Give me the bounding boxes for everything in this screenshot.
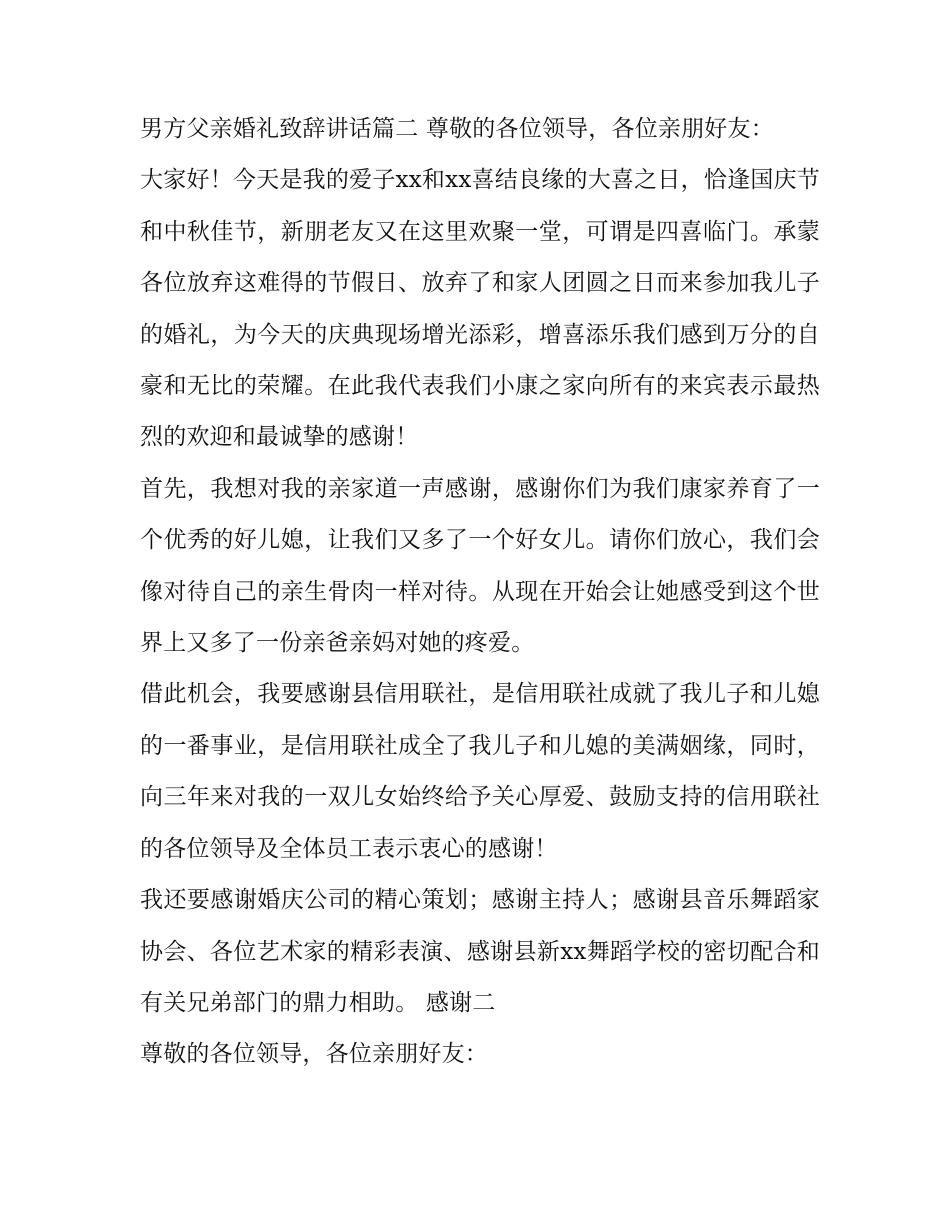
paragraph-second-greeting: 尊敬的各位领导，各位亲朋好友： xyxy=(140,1041,488,1068)
document-body xyxy=(140,104,820,1081)
paragraph-thanks-credit-union: 借此机会，我要感谢县信用联社，是信用联社成就了我儿子和儿媳的一番事业，是信用联社成全了我儿子和儿媳的美满姻缘，同时，向三年来对我的一双儿女始终给予关心厚爱、鼓励支持的信用联社的各位领导及全体员工表示衷心的感谢！ xyxy=(140,681,820,862)
paragraph-title-greeting: 男方父亲婚礼致辞讲话篇二 尊敬的各位领导，各位亲朋好友： xyxy=(140,116,774,142)
paragraph-welcome: 大家好！今天是我的爱子xx和xx喜结良缘的大喜之日，恰逢国庆节和中秋佳节，新朋老友又在这里欢聚一堂，可谓是四喜临门。承蒙各位放弃这难得的节假日、放弃了和家人团圆之日而来参加我儿子的婚礼，为今天的庆典现场增光添彩，增喜添乐我们感到万分的自豪和无比的荣耀。在此我代表我们小康之家向所有的来宾表示最热烈的欢迎和最诚挚的感谢！ xyxy=(140,167,820,451)
paragraph-thanks-in-laws: 首先，我想对我的亲家道一声感谢，感谢你们为我们康家养育了一个优秀的好儿媳，让我们又多了一个好女儿。请你们放心，我们会像对待自己的亲生骨肉一样对待。从现在开始会让她感受到这个世界上又多了一份亲爸亲妈对她的疼爱。 xyxy=(140,475,820,657)
paragraph-thanks-wedding-company: 我还要感谢婚庆公司的精心策划；感谢主持人；感谢县音乐舞蹈家协会、各位艺术家的精彩表演、感谢县新xx舞蹈学校的密切配合和有关兄弟部门的鼎力相助。 感谢二 xyxy=(140,887,820,1016)
